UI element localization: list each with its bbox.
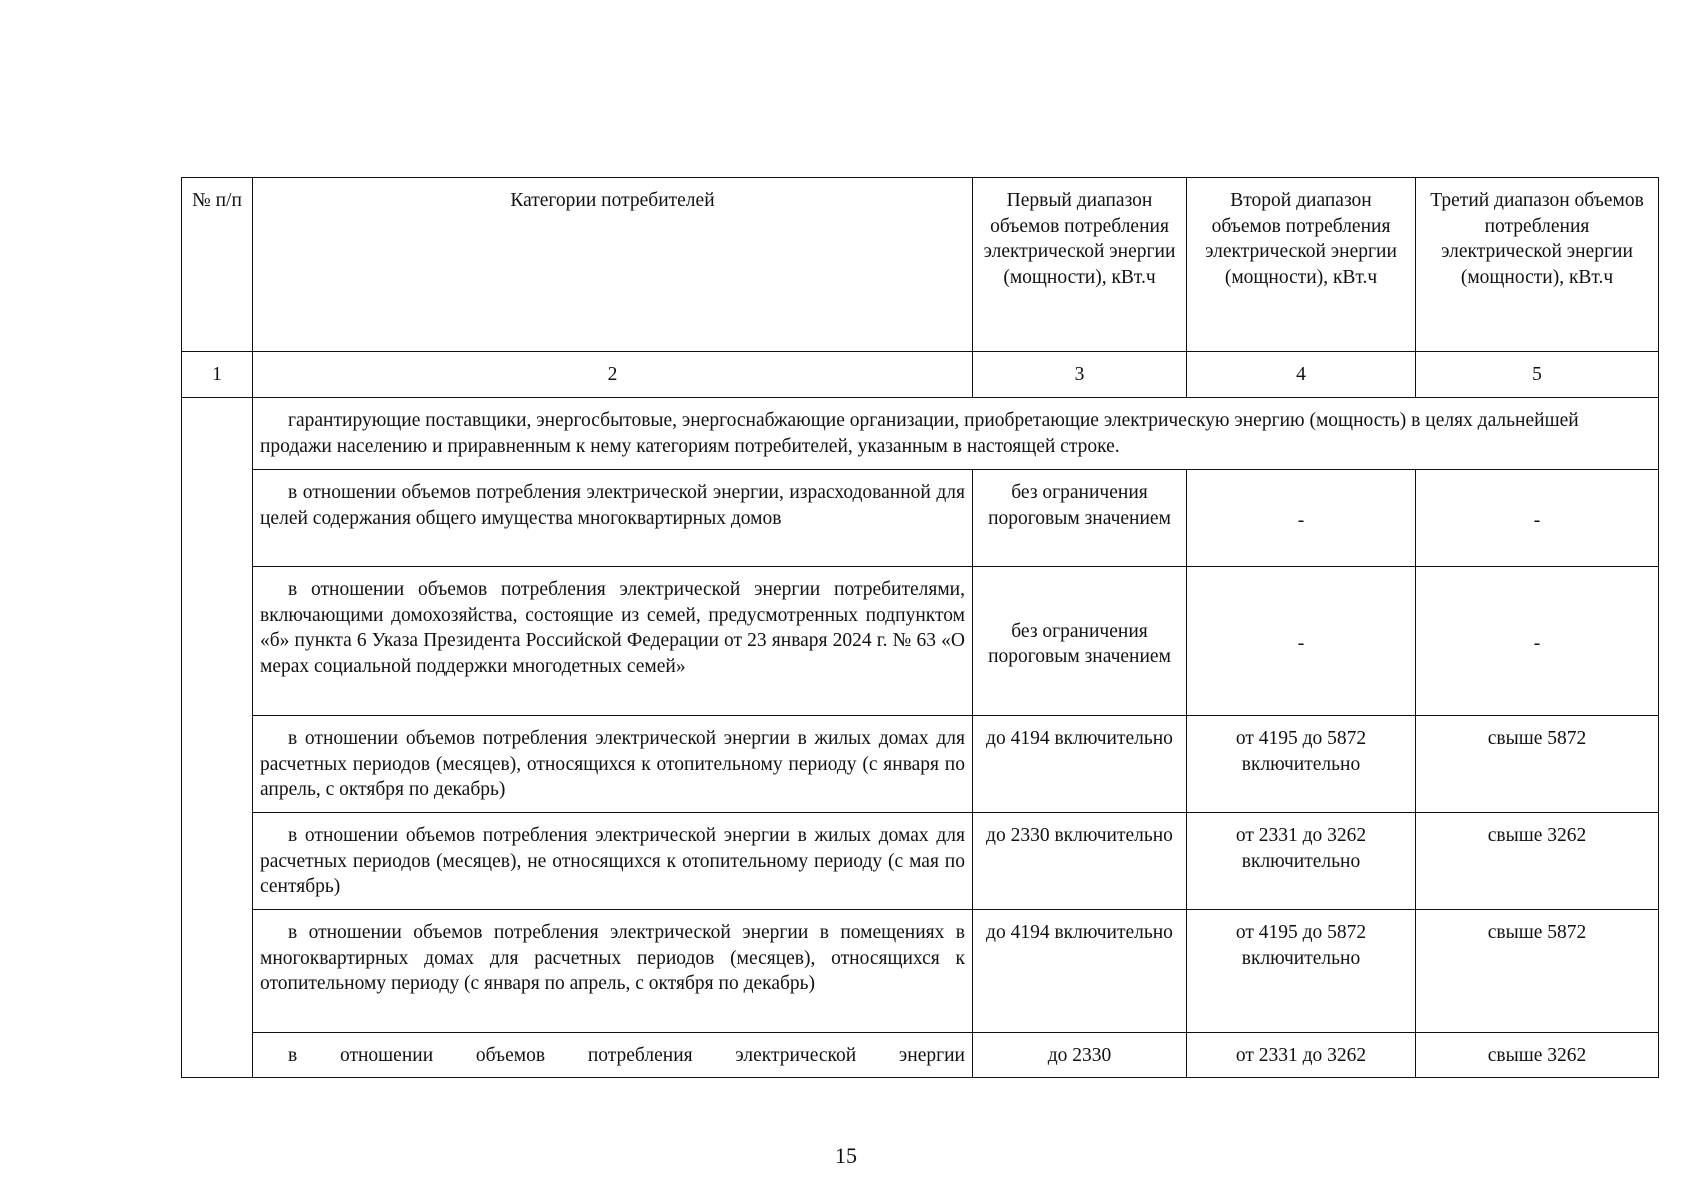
first-range-cell: до 2330 — [973, 1033, 1187, 1078]
header-second-range: Второй диапазон объемов потребления электрической энергии (мощности), кВт.ч — [1187, 178, 1416, 352]
first-range-cell: без ограничения пороговым значением — [973, 470, 1187, 567]
group-heading-row — [182, 398, 1659, 470]
column-number-row — [182, 352, 1659, 398]
third-range-cell: свыше 3262 — [1416, 813, 1659, 910]
third-range-cell: свыше 5872 — [1416, 716, 1659, 813]
column-number-2: 2 — [253, 352, 973, 398]
header-first-range: Первый диапазон объемов потребления электрической энергии (мощности), кВт.ч — [973, 178, 1187, 352]
first-range-cell: до 2330 включительно — [973, 813, 1187, 910]
category-cell: в отношении объемов потребления электрической энергии в жилых домах для расчетных периодов (месяцев), не относящихся к отопительному периоду (с мая по сентябрь) — [253, 813, 973, 910]
third-range-cell: - — [1416, 470, 1659, 567]
header-third-range: Третий диапазон объемов потребления электрической энергии (мощности), кВт.ч — [1416, 178, 1659, 352]
header-categories: Категории потребителей — [253, 178, 973, 352]
table-row — [182, 813, 1659, 910]
header-row — [182, 178, 1659, 352]
category-cell: в отношении объемов потребления электрической энергии в жилых домах для расчетных периодов (месяцев), относящихся к отопительному периоду (с января по апрель, с октября по декабрь) — [253, 716, 973, 813]
row-number-cell — [182, 398, 253, 1078]
second-range-cell: от 2331 до 3262 — [1187, 1033, 1416, 1078]
table-row — [182, 910, 1659, 1033]
group-heading: гарантирующие поставщики, энергосбытовые, энергоснабжающие организации, приобретающие электрическую энергию (мощность) в целях дальнейшей продажи населению и приравненным к нему категориям потребителей, указанным в настоящей строке. — [253, 398, 1659, 470]
second-range-cell: от 2331 до 3262 включительно — [1187, 813, 1416, 910]
header-number: № п/п — [182, 178, 253, 352]
second-range-cell: от 4195 до 5872 включительно — [1187, 910, 1416, 1033]
second-range-cell: - — [1187, 470, 1416, 567]
third-range-cell: - — [1416, 567, 1659, 716]
category-cell: в отношении объемов потребления электрической энергии, израсходованной для целей содержания общего имущества многоквартирных домов — [253, 470, 973, 567]
first-range-cell: до 4194 включительно — [973, 910, 1187, 1033]
table-row — [182, 470, 1659, 567]
category-cell: в отношении объемов потребления электрической энергии — [253, 1033, 973, 1078]
column-number-4: 4 — [1187, 352, 1416, 398]
table-row — [182, 1033, 1659, 1078]
column-number-1: 1 — [182, 352, 253, 398]
first-range-cell: до 4194 включительно — [973, 716, 1187, 813]
table-row — [182, 716, 1659, 813]
column-number-5: 5 — [1416, 352, 1659, 398]
third-range-cell: свыше 5872 — [1416, 910, 1659, 1033]
column-number-3: 3 — [973, 352, 1187, 398]
first-range-cell: без ограничения пороговым значением — [973, 567, 1187, 716]
tariff-ranges-table — [181, 177, 1659, 1078]
category-cell: в отношении объемов потребления электрической энергии потребителями, включающими домохозяйства, состоящие из семей, предусмотренных подпунктом «б» пункта 6 Указа Президента Российской Федерации от 23 января 2024 г. № 63 «О мерах социальной поддержки многодетных семей» — [253, 567, 973, 716]
category-cell: в отношении объемов потребления электрической энергии в помещениях в многоквартирных домах для расчетных периодов (месяцев), относящихся к отопительному периоду (с января по апрель, с октября по декабрь) — [253, 910, 973, 1033]
third-range-cell: свыше 3262 — [1416, 1033, 1659, 1078]
page-number: 15 — [835, 1143, 857, 1168]
second-range-cell: от 4195 до 5872 включительно — [1187, 716, 1416, 813]
table-row — [182, 567, 1659, 716]
second-range-cell: - — [1187, 567, 1416, 716]
